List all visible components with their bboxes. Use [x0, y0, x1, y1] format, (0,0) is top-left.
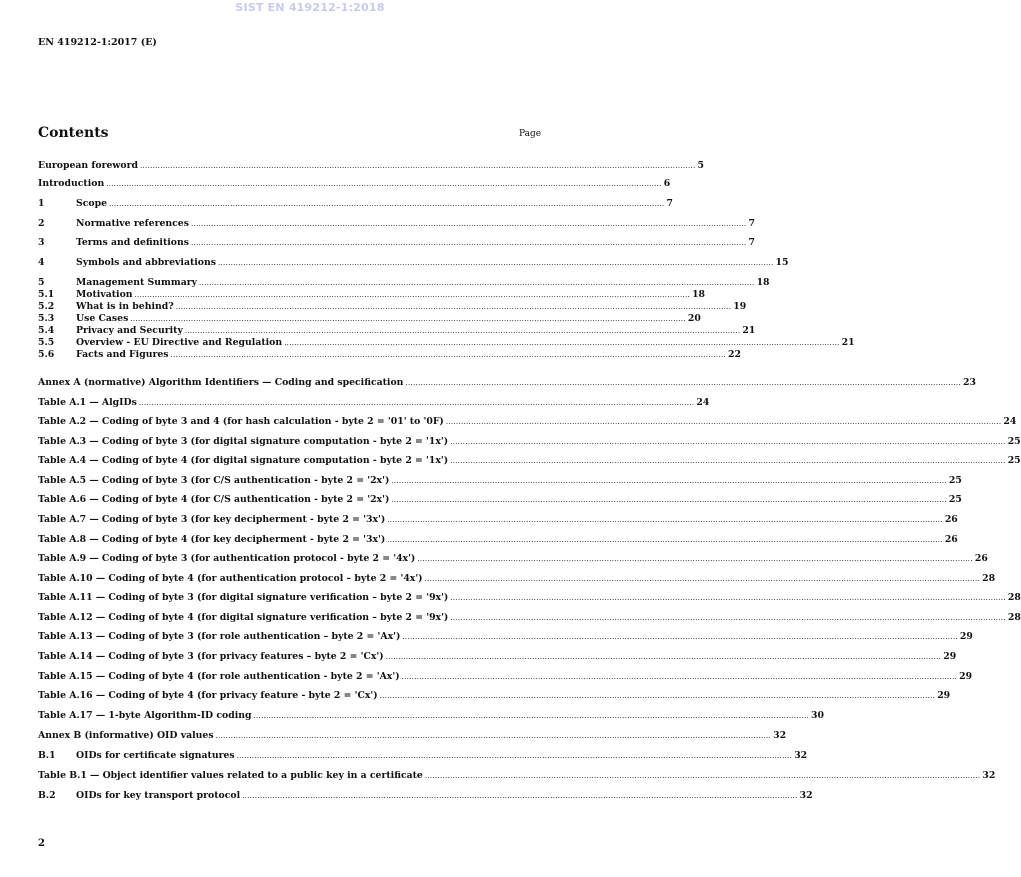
- toc-entry[interactable]: [38, 436, 1021, 449]
- toc-entry-title: Symbols and abbreviations: [76, 257, 216, 268]
- toc-entry-title: Table A.7 — Coding of byte 3 (for key decipherment - byte 2 = '3x'): [38, 514, 386, 525]
- toc-entry[interactable]: [38, 592, 1021, 605]
- toc-dot-leader: ............................................................................................................................................................................................................................: [218, 259, 774, 267]
- toc-dot-leader: ............................................................................................................................................................................................................................: [385, 653, 942, 661]
- toc-entry-page: 6: [663, 178, 671, 189]
- toc-entry[interactable]: [38, 573, 996, 586]
- toc-entry-page: 23: [962, 377, 976, 388]
- toc-entry-title: Table A.15 — Coding of byte 4 (for role authentication - byte 2 = 'Ax'): [38, 671, 400, 682]
- toc-entry[interactable]: [38, 416, 1017, 429]
- toc-entry-title: Terms and definitions: [76, 237, 189, 248]
- toc-entry-number: B.1: [38, 750, 56, 761]
- toc-entry-title: Management Summary: [76, 277, 198, 288]
- toc-entry-title: Table A.17 — 1-byte Algorithm-ID coding: [38, 710, 252, 721]
- toc-entry-title: Normative references: [76, 218, 189, 229]
- toc-entry[interactable]: [38, 750, 808, 763]
- toc-entry-title: Privacy and Security: [76, 325, 183, 336]
- toc-entry[interactable]: [38, 198, 674, 211]
- toc-dot-leader: ............................................................................................................................................................................................................................: [134, 291, 691, 299]
- toc-dot-leader: ............................................................................................................................................................................................................................: [242, 792, 798, 800]
- toc-entry-number: 2: [38, 218, 45, 229]
- toc-entry-title: Table A.4 — Coding of byte 4 (for digital signature computation - byte 2 = '1x'): [38, 455, 449, 466]
- toc-dot-leader: ............................................................................................................................................................................................................................: [138, 399, 695, 407]
- toc-entry-page: 24: [1003, 416, 1017, 427]
- toc-entry[interactable]: [38, 690, 951, 703]
- toc-entry[interactable]: [38, 790, 813, 803]
- toc-entry-page: 21: [841, 337, 855, 348]
- toc-entry[interactable]: [38, 710, 824, 723]
- toc-entry-page: 26: [944, 514, 958, 525]
- toc-entry-number: 5.5: [38, 337, 55, 348]
- toc-entry-title: Annex B (informative) OID values: [38, 730, 214, 741]
- toc-dot-leader: ............................................................................................................................................................................................................................: [387, 536, 943, 544]
- toc-entry-page: 29: [937, 690, 951, 701]
- toc-entry[interactable]: [38, 514, 958, 527]
- toc-entry[interactable]: [38, 178, 671, 191]
- toc-dot-leader: ............................................................................................................................................................................................................................: [424, 575, 981, 583]
- toc-dot-leader: ............................................................................................................................................................................................................................: [401, 673, 958, 681]
- toc-entry-page: 21: [742, 325, 756, 336]
- toc-entry-number: 4: [38, 257, 45, 268]
- toc-entry-title: Table A.10 — Coding of byte 4 (for authentication protocol – byte 2 = '4x'): [38, 573, 423, 584]
- toc-dot-leader: ............................................................................................................................................................................................................................: [417, 555, 973, 563]
- toc-entry-title: Use Cases: [76, 313, 129, 324]
- toc-dot-leader: ............................................................................................................................................................................................................................: [424, 772, 981, 780]
- toc-entry-page: 19: [733, 301, 747, 312]
- toc-entry-page: 18: [756, 277, 770, 288]
- toc-dot-leader: ............................................................................................................................................................................................................................: [450, 457, 1006, 465]
- toc-entry-page: 7: [666, 198, 674, 209]
- toc-dot-leader: ............................................................................................................................................................................................................................: [405, 379, 961, 387]
- toc-entry-title: Introduction: [38, 178, 105, 189]
- toc-entry-page: 26: [974, 553, 988, 564]
- toc-entry[interactable]: [38, 494, 962, 507]
- toc-entry-title: Overview - EU Directive and Regulation: [76, 337, 283, 348]
- page-number: 2: [38, 838, 45, 849]
- toc-entry-page: 20: [687, 313, 701, 324]
- toc-entry-number: 5.2: [38, 301, 55, 312]
- toc-entry-page: 26: [944, 534, 958, 545]
- toc-entry-title: What is in behind?: [76, 301, 174, 312]
- toc-entry-number: 5.6: [38, 349, 55, 360]
- toc-entry-number: 5.1: [38, 289, 55, 300]
- toc-entry-number: 5.4: [38, 325, 55, 336]
- toc-entry-title: Table A.14 — Coding of byte 3 (for privacy features – byte 2 = 'Cx'): [38, 651, 384, 662]
- toc-dot-leader: ............................................................................................................................................................................................................................: [253, 712, 810, 720]
- contents-heading: Contents: [38, 125, 109, 141]
- toc-entry-page: 24: [696, 397, 710, 408]
- toc-dot-leader: ............................................................................................................................................................................................................................: [140, 162, 696, 170]
- toc-entry-title: Annex A (normative) Algorithm Identifiers — Coding and specification: [38, 377, 404, 388]
- toc-entry[interactable]: [38, 455, 1021, 468]
- toc-entry-title: Table A.12 — Coding of byte 4 (for digital signature verification – byte 2 = '9x'): [38, 612, 449, 623]
- toc-entry-page: 28: [1007, 592, 1021, 603]
- toc-entry-page: 22: [728, 349, 741, 360]
- document-id: EN 419212-1:2017 (E): [38, 37, 157, 48]
- toc-dot-leader: ............................................................................................................................................................................................................................: [391, 496, 947, 504]
- toc-entry-page: 28: [982, 573, 996, 584]
- toc-entry[interactable]: [38, 349, 741, 362]
- toc-entry-number: 1: [38, 198, 45, 209]
- toc-dot-leader: ............................................................................................................................................................................................................................: [184, 327, 741, 335]
- toc-entry[interactable]: [38, 475, 962, 488]
- toc-entry-page: 7: [748, 218, 755, 229]
- toc-dot-leader: ............................................................................................................................................................................................................................: [391, 477, 947, 485]
- toc-entry[interactable]: [38, 553, 988, 566]
- toc-entry-title: Table B.1 — Object identifier values related to a public key in a certificate: [38, 770, 423, 781]
- toc-entry-title: Table A.6 — Coding of byte 4 (for C/S authentication - byte 2 = '2x'): [38, 494, 390, 505]
- toc-entry-title: Table A.3 — Coding of byte 3 (for digital signature computation - byte 2 = '1x'): [38, 436, 449, 447]
- toc-dot-leader: ............................................................................................................................................................................................................................: [175, 303, 732, 311]
- toc-entry-page: 18: [692, 289, 706, 300]
- toc-entry-page: 25: [1007, 436, 1021, 447]
- toc-dot-leader: ............................................................................................................................................................................................................................: [236, 752, 793, 760]
- toc-dot-leader: ............................................................................................................................................................................................................................: [190, 239, 747, 247]
- toc-dot-leader: ............................................................................................................................................................................................................................: [284, 339, 840, 347]
- toc-entry[interactable]: [38, 237, 755, 250]
- toc-entry-page: 28: [1007, 612, 1021, 623]
- toc-entry-title: Table A.16 — Coding of byte 4 (for privacy feature - byte 2 = 'Cx'): [38, 690, 378, 701]
- toc-dot-leader: ............................................................................................................................................................................................................................: [106, 180, 662, 188]
- toc-entry-title: OIDs for key transport protocol: [76, 790, 241, 801]
- toc-entry[interactable]: [38, 534, 958, 547]
- toc-entry-page: 7: [748, 237, 755, 248]
- toc-entry-page: 29: [959, 631, 973, 642]
- toc-entry-number: B.2: [38, 790, 56, 801]
- toc-entry-page: 32: [794, 750, 808, 761]
- toc-entry-title: European foreword: [38, 160, 138, 171]
- toc-entry-number: 5: [38, 277, 45, 288]
- toc-entry-page: 15: [775, 257, 789, 268]
- toc-entry[interactable]: [38, 612, 1021, 625]
- toc-dot-leader: ............................................................................................................................................................................................................................: [199, 279, 755, 287]
- toc-entry[interactable]: [38, 160, 705, 173]
- toc-entry[interactable]: [38, 770, 996, 783]
- toc-entry-page: 25: [948, 475, 962, 486]
- toc-dot-leader: ............................................................................................................................................................................................................................: [450, 438, 1006, 446]
- toc-entry[interactable]: [38, 377, 976, 390]
- toc-entry-title: Facts and Figures: [76, 349, 169, 360]
- toc-entry-page: 32: [799, 790, 813, 801]
- toc-entry-title: Table A.1 — AlgIDs: [38, 397, 137, 408]
- toc-entry-page: 29: [943, 651, 957, 662]
- toc-entry-page: 5: [697, 160, 705, 171]
- toc-entry-title: Table A.13 — Coding of byte 3 (for role authentication – byte 2 = 'Ax'): [38, 631, 401, 642]
- toc-dot-leader: ............................................................................................................................................................................................................................: [109, 200, 665, 208]
- toc-dot-leader: ............................................................................................................................................................................................................................: [445, 418, 1002, 426]
- watermark: SIST EN 419212-1:2018: [235, 1, 385, 14]
- toc-entry-number: 3: [38, 237, 45, 248]
- toc-entry-number: 5.3: [38, 313, 55, 324]
- toc-dot-leader: ............................................................................................................................................................................................................................: [387, 516, 943, 524]
- toc-dot-leader: ............................................................................................................................................................................................................................: [170, 351, 727, 359]
- toc-entry-page: 30: [811, 710, 824, 721]
- toc-dot-leader: ............................................................................................................................................................................................................................: [379, 692, 936, 700]
- toc-entry[interactable]: [38, 397, 710, 410]
- toc-entry-page: 32: [982, 770, 996, 781]
- toc-entry[interactable]: [38, 651, 957, 664]
- toc-entry-title: Table A.2 — Coding of byte 3 and 4 (for hash calculation - byte 2 = '01' to '0F): [38, 416, 444, 427]
- toc-entry-page: 32: [773, 730, 787, 741]
- toc-entry-page: 25: [948, 494, 962, 505]
- toc-dot-leader: ............................................................................................................................................................................................................................: [450, 594, 1006, 602]
- toc-dot-leader: ............................................................................................................................................................................................................................: [450, 614, 1006, 622]
- page-column-label: Page: [519, 129, 542, 139]
- toc-dot-leader: ............................................................................................................................................................................................................................: [130, 315, 686, 323]
- toc-entry[interactable]: [38, 631, 973, 644]
- toc-entry[interactable]: [38, 730, 787, 743]
- toc-dot-leader: ............................................................................................................................................................................................................................: [190, 220, 747, 228]
- toc-entry-title: Scope: [76, 198, 107, 209]
- toc-entry-title: Table A.5 — Coding of byte 3 (for C/S authentication - byte 2 = '2x'): [38, 475, 390, 486]
- toc-entry[interactable]: [38, 218, 755, 231]
- toc-entry-page: 25: [1007, 455, 1021, 466]
- toc-entry[interactable]: [38, 257, 789, 270]
- toc-entry-page: 29: [959, 671, 973, 682]
- toc-entry-title: OIDs for certificate signatures: [76, 750, 235, 761]
- toc-dot-leader: ............................................................................................................................................................................................................................: [215, 732, 772, 740]
- toc-entry-title: Motivation: [76, 289, 133, 300]
- toc-entry[interactable]: [38, 671, 973, 684]
- toc-dot-leader: ............................................................................................................................................................................................................................: [402, 633, 958, 641]
- toc-entry-title: Table A.9 — Coding of byte 3 (for authentication protocol - byte 2 = '4x'): [38, 553, 416, 564]
- toc-entry-title: Table A.11 — Coding of byte 3 (for digital signature verification – byte 2 = '9x'): [38, 592, 449, 603]
- toc-entry-title: Table A.8 — Coding of byte 4 (for key decipherment - byte 2 = '3x'): [38, 534, 386, 545]
